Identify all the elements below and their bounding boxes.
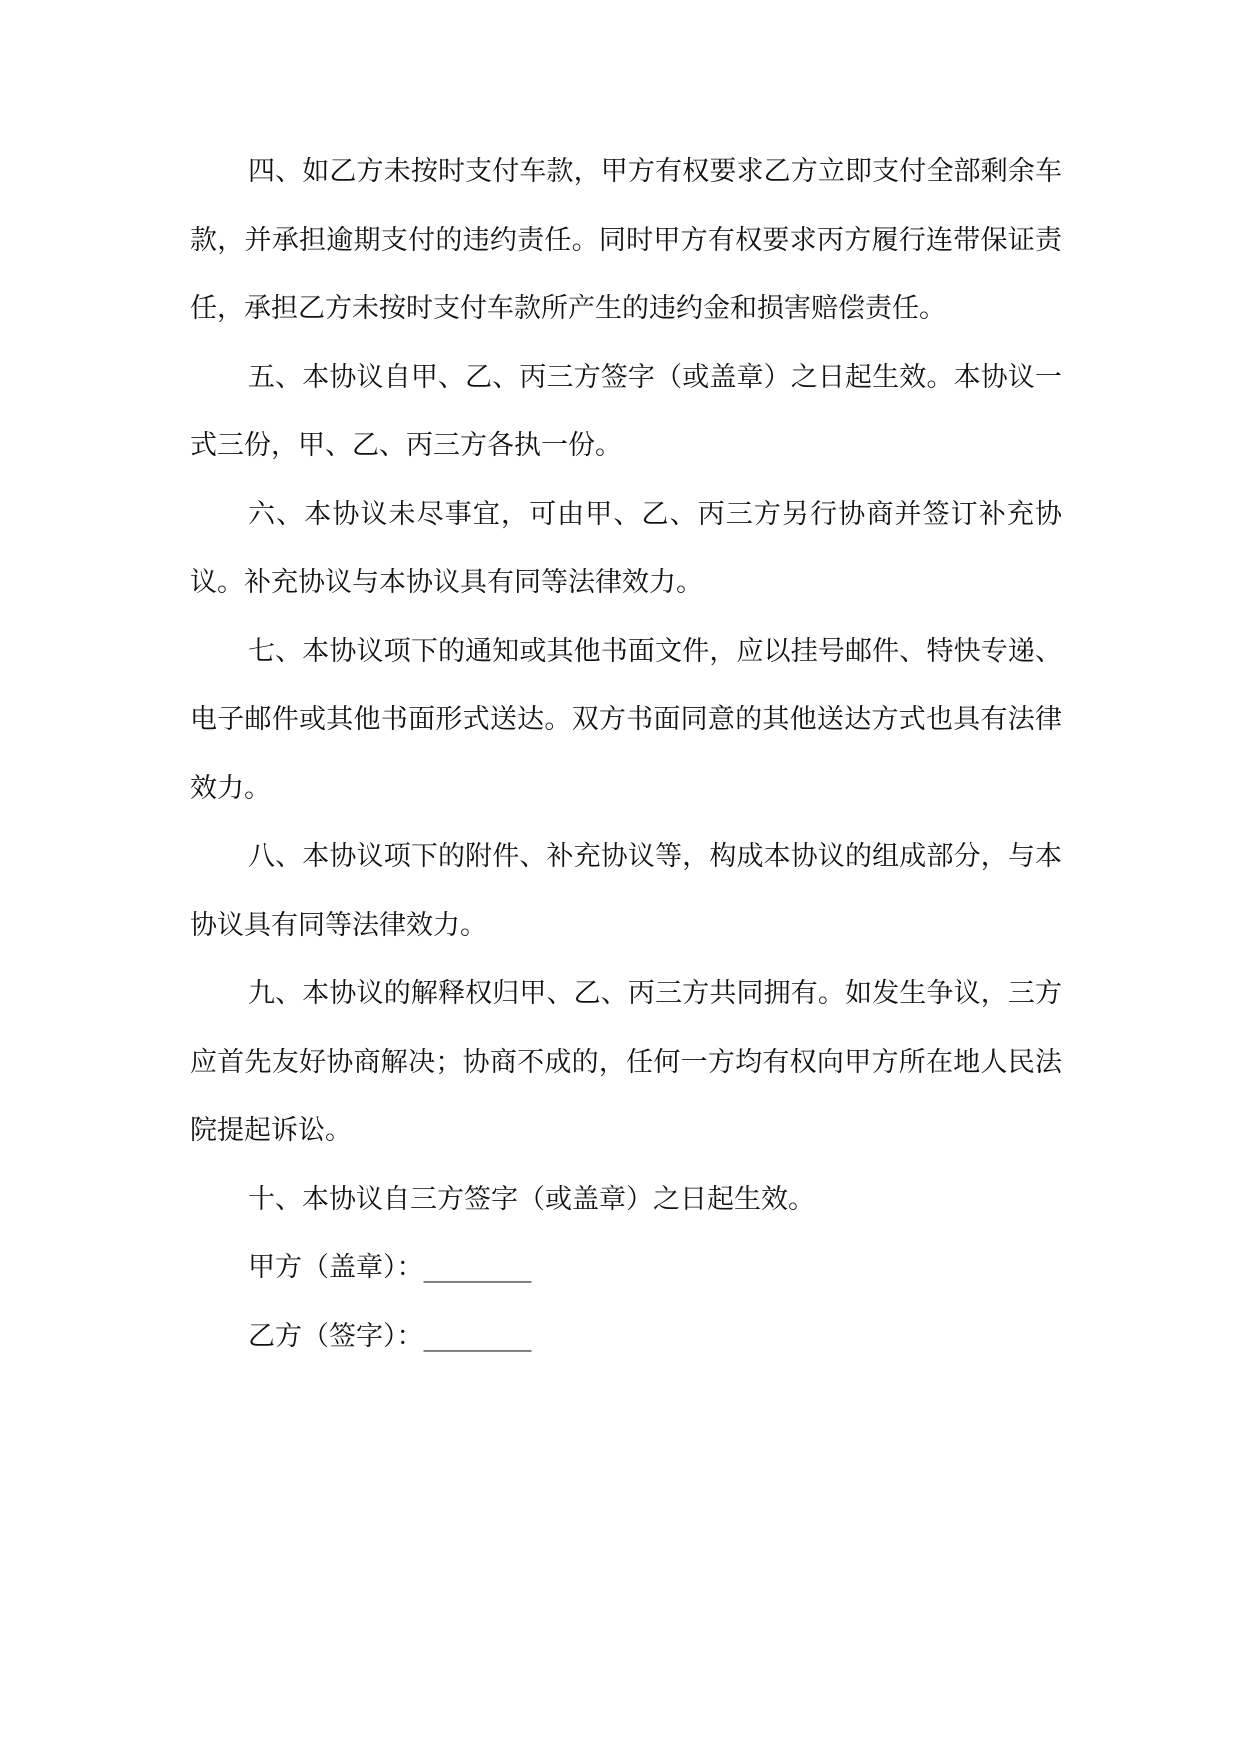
clause-10: 十、本协议自三方签字（或盖章）之日起生效。 xyxy=(248,1183,815,1215)
clause-6: 六、本协议未尽事宜，可由甲、乙、丙三方另行协商并签订补充协议。补充协议与本协议具有同等法律效力。 xyxy=(190,498,1062,598)
clause-5: 五、本协议自甲、乙、丙三方签字（或盖章）之日起生效。本协议一式三份，甲、乙、丙三方各执一份。 xyxy=(190,361,1062,461)
clause-7: 七、本协议项下的通知或其他书面文件，应以挂号邮件、特快专递、电子邮件或其他书面形式送达。双方书面同意的其他送达方式也具有法律效力。 xyxy=(190,635,1062,804)
party-a-signature-line: 甲方（盖章）：________ xyxy=(248,1252,532,1283)
party-b-signature-line: 乙方（签字）：________ xyxy=(248,1320,532,1352)
clause-8: 八、本协议项下的附件、补充协议等，构成本协议的组成部分，与本协议具有同等法律效力。 xyxy=(190,841,1062,941)
clause-4: 四、如乙方未按时支付车款，甲方有权要求乙方立即支付全部剩余车款，并承担逾期支付的违约责任。同时甲方有权要求丙方履行连带保证责任，承担乙方未按时支付车款所产生的违约金和损害赔偿责任。 xyxy=(190,156,1062,324)
clause-9: 九、本协议的解释权归甲、乙、丙三方共同拥有。如发生争议，三方应首先友好协商解决；协商不成的，任何一方均有权向甲方所在地人民法院提起诉讼。 xyxy=(190,978,1062,1146)
document-body xyxy=(190,138,1062,1371)
